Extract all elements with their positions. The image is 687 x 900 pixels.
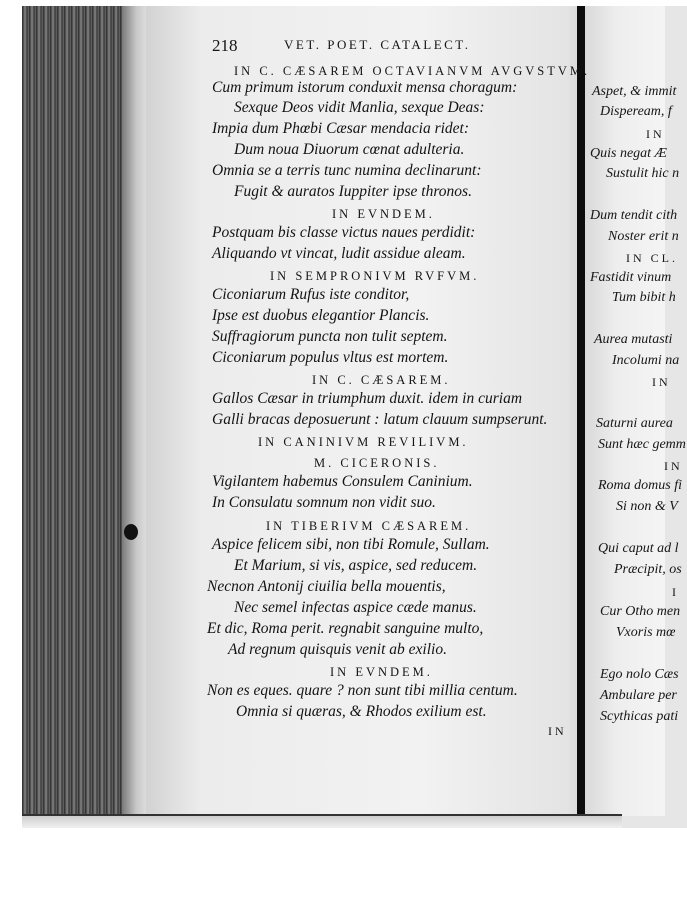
fragment-line: Fastidit vinum <box>590 270 672 285</box>
verse-line: Galli bracas deposuerunt : latum clauum sumpserunt. <box>212 411 548 428</box>
fragment-line: Noster erit n <box>608 229 679 244</box>
section-heading: IN C. CÆSAREM OCTAVIANVM AVGVSTVM. <box>234 64 591 78</box>
verse-line: Non es eques. quare ? non sunt tibi millia centum. <box>207 682 518 699</box>
book-spine <box>22 6 125 816</box>
fragment-line: Cur Otho men <box>600 604 681 619</box>
verse-line: Necnon Antonij ciuilia bella mouentis, <box>207 578 446 595</box>
verse-line: Ciconiarum Rufus iste conditor, <box>212 286 410 303</box>
verse-line: Et Marium, si vis, aspice, sed reducem. <box>234 557 478 574</box>
verse-line: Aliquando vt vincat, ludit assidue aleam. <box>212 245 466 262</box>
fragment-heading: IN <box>652 375 671 389</box>
verse-line: Aspice felicem sibi, non tibi Romule, Sullam. <box>212 536 490 553</box>
section-heading: IN C. CÆSAREM. <box>312 373 451 387</box>
fragment-line: Sunt hæc gemm <box>598 437 686 452</box>
verse-line: Sexque Deos vidit Manlia, sexque Deas: <box>234 99 485 116</box>
fragment-line: Aspet, & immit <box>592 84 677 99</box>
fragment-line: Quis negat Æ <box>590 146 667 161</box>
fragment-line: Roma domus fi <box>598 478 682 493</box>
verse-line: Ipse est duobus elegantior Plancis. <box>212 307 430 324</box>
verse-line: Fugit & auratos Iuppiter ipse thronos. <box>234 183 472 200</box>
verse-line: Nec semel infectas aspice cæde manus. <box>234 599 477 616</box>
ink-blot <box>124 524 138 540</box>
verse-line: Suffragiorum puncta non tulit septem. <box>212 328 448 345</box>
verse-line: Dum noua Diuorum cœnat adulteria. <box>234 141 465 158</box>
verse-line: In Consulatu somnum non vidit suo. <box>212 494 436 511</box>
verse-line: Ad regnum quisquis venit ab exilio. <box>228 641 447 658</box>
verse-line: Impia dum Phœbi Cæsar mendacia ridet: <box>212 120 470 137</box>
fragment-line: Ego nolo Cæs <box>600 667 679 682</box>
fragment-line: Qui caput ad l <box>598 541 679 556</box>
fragment-line: Dispeream, f <box>600 104 672 119</box>
section-heading: IN EVNDEM. <box>332 207 435 221</box>
catchword: IN <box>548 724 567 738</box>
fragment-line: Præcipit, os <box>614 562 682 577</box>
fragment-line: Ambulare per <box>600 688 677 703</box>
fragment-heading: IN CL. <box>626 251 678 265</box>
page-bottom-edge <box>22 814 622 828</box>
fragment-line: Vxoris mœ <box>616 625 676 640</box>
section-heading: M. CICERONIS. <box>314 456 440 470</box>
page-edge <box>122 6 146 814</box>
verse-line: Omnia si quæras, & Rhodos exilium est. <box>236 703 487 720</box>
fragment-line: Scythicas pati <box>600 709 679 724</box>
fragment-heading: IN <box>646 127 665 141</box>
section-heading: IN EVNDEM. <box>330 665 433 679</box>
section-heading: IN TIBERIVM CÆSAREM. <box>266 519 472 533</box>
section-heading: IN SEMPRONIVM RVFVM. <box>270 269 480 283</box>
fragment-line: Si non & V <box>616 499 678 514</box>
verse-line: Ciconiarum populus vltus est mortem. <box>212 349 449 366</box>
section-heading: IN CANINIVM REVILIVM. <box>258 435 469 449</box>
page-number: 218 <box>212 36 238 55</box>
verse-line: Et dic, Roma perit. regnabit sanguine multo, <box>207 620 484 637</box>
running-head: VET. POET. CATALECT. <box>284 37 471 52</box>
verse-line: Gallos Cæsar in triumphum duxit. idem in curiam <box>212 390 523 407</box>
fragment-line: Aurea mutasti <box>594 332 673 347</box>
fragment-line: Saturni aurea <box>596 416 673 431</box>
fragment-line: Incolumi na <box>612 353 680 368</box>
verse-line: Vigilantem habemus Consulem Caninium. <box>212 473 473 490</box>
verse-line: Cum primum istorum conduxit mensa choragum: <box>212 79 518 96</box>
verse-line: Omnia se a terris tunc numina declinarunt: <box>212 162 482 179</box>
gutter-shadow <box>577 6 585 816</box>
fragment-line: Dum tendit cith <box>590 208 678 223</box>
fragment-line: Tum bibit h <box>612 290 676 305</box>
verse-line: Postquam bis classe victus naues perdidit: <box>212 224 476 241</box>
page-header <box>212 36 572 56</box>
fragment-heading: IN <box>664 459 683 473</box>
fragment-line: Sustulit hic n <box>606 166 680 181</box>
fragment-heading: I <box>672 585 679 599</box>
